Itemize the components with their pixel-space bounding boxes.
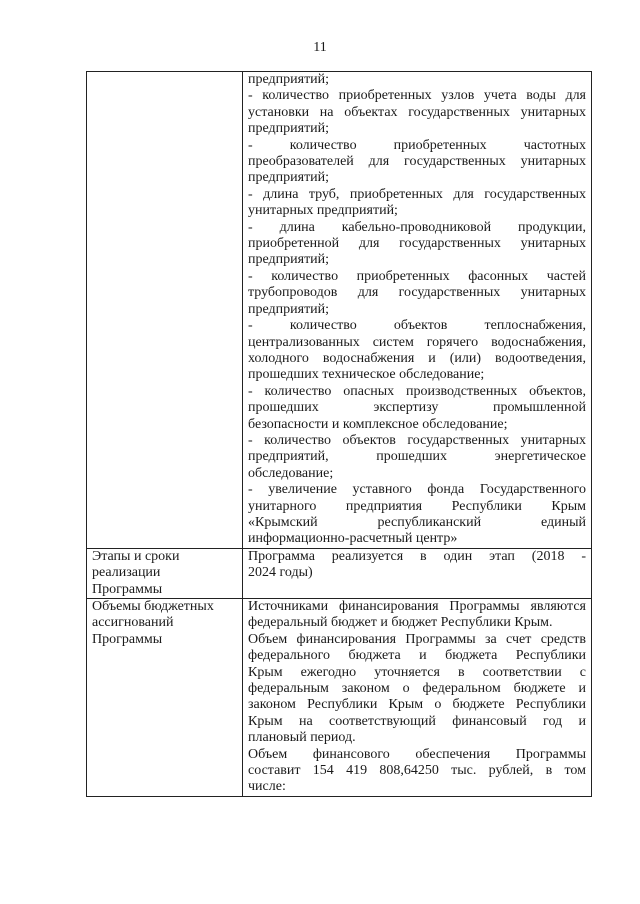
text-line: унитарного предприятия Республики Крым [248,498,586,514]
row-label-line: ассигнований [92,615,174,631]
text-line: 2024 годы) [248,565,313,581]
text-line: Программа реализуется в один этап (2018 - [248,548,586,564]
text-line: Крым ежегодно уточняется в соответствии с [248,664,586,680]
text-line: информационно-расчетный центр» [248,531,458,547]
text-line: - длина кабельно-проводниковой продукции, [248,219,586,235]
row-content-stages [243,548,592,598]
text-line: прошедших техническое обследование; [248,367,485,383]
row-label-line: Этапы и сроки [92,548,180,564]
text-line: «Крымский республиканский единый [248,514,586,530]
row-label-line: Программы [92,631,163,647]
row-label-line: Программы [92,581,163,597]
text-line: обследование; [248,465,334,481]
text-line: федерального бюджета и бюджета Республики [248,648,586,664]
text-line: Объем финансирования Программы за счет средств [248,631,586,647]
text-line: преобразователей для государственных унитарных [248,154,586,170]
text-line: - увеличение уставного фонда Государственного [248,482,586,498]
row-label-line: реализации [92,565,161,581]
text-line: приобретенной для государственных унитарных [248,236,586,252]
text-line: - количество приобретенных фасонных частей [248,268,586,284]
text-line: прошедших экспертизу промышленной [248,400,586,416]
text-line: централизованных систем горячего водоснабжения, [248,334,586,350]
text-line: федеральным законом о федеральном бюджете и [248,681,586,697]
text-line: предприятий; [248,121,330,137]
text-line: - количество приобретенных частотных [248,137,586,153]
row-label-stages [87,548,243,598]
row-label-indicators [87,72,243,549]
text-line: установки на объектах государственных унитарных [248,104,586,120]
text-line: трубопроводов для государственных унитарных [248,285,586,301]
row-content-indicators [243,72,592,549]
text-line: законом Республики Крым о бюджете Республики [248,697,586,713]
page-number: 11 [313,40,327,55]
text-line: Крым на соответствующий финансовый год и [248,713,586,729]
text-line: предприятий; [248,72,330,87]
table-row-budget [87,599,592,797]
text-line: - количество опасных производственных объектов, [248,383,586,399]
row-label-line: Объемы бюджетных [92,599,214,614]
text-line: предприятий; [248,301,330,317]
text-line: числе: [248,779,286,795]
text-line: - количество объектов теплоснабжения, [248,318,586,334]
text-line: предприятий; [248,170,330,186]
text-line: безопасности и комплексное обследование; [248,416,508,432]
text-line: - длина труб, приобретенных для государственных [248,186,586,202]
text-line: предприятий, прошедших энергетическое [248,449,586,465]
row-label-budget [87,599,243,797]
table-row-indicators [87,72,592,549]
text-line: плановый период. [248,730,356,746]
text-line: холодного водоснабжения и (или) водоотведения, [248,350,586,366]
text-line: Источниками финансирования Программы являются [248,599,586,614]
text-line: Объем финансового обеспечения Программы [248,746,586,762]
text-line: - количество объектов государственных унитарных [248,432,586,448]
text-line: федеральный бюджет и бюджет Республики Крым. [248,615,553,631]
row-content-budget [243,599,592,797]
text-line: составит 154 419 808,64250 тыс. рублей, в том [248,763,586,779]
program-passport-table [86,71,592,797]
text-line: предприятий; [248,252,330,268]
text-line: - количество приобретенных узлов учета воды для [248,88,586,104]
table-row-stages [87,548,592,598]
text-line: унитарных предприятий; [248,203,398,219]
